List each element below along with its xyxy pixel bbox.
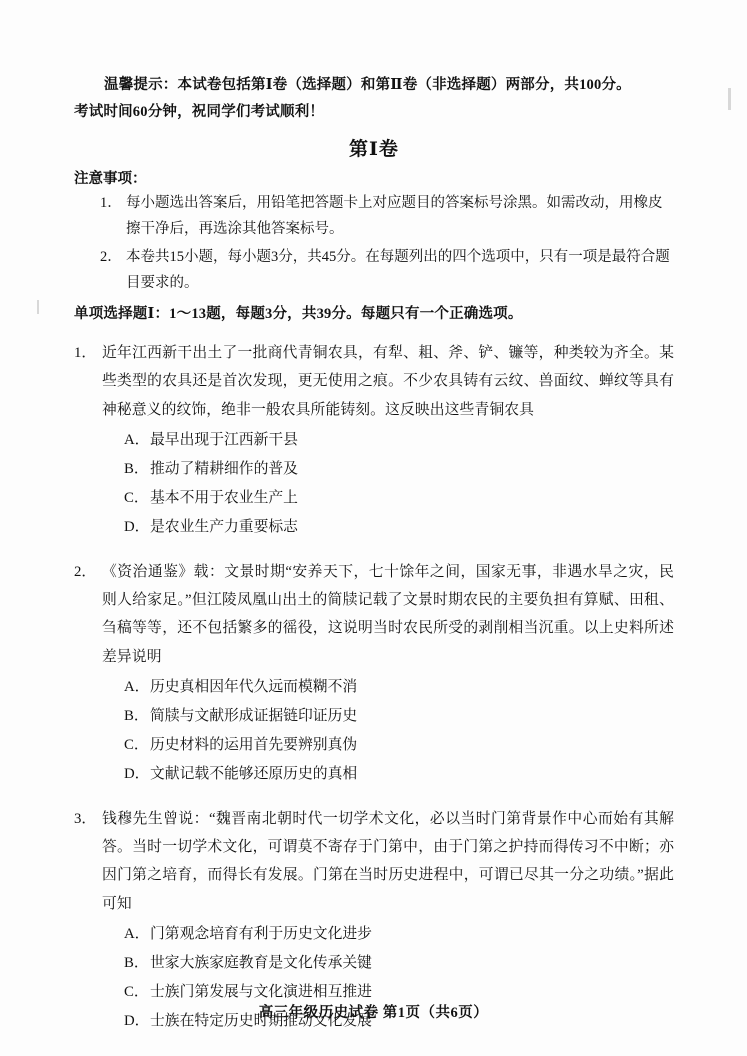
question-1 [74,339,674,542]
option-key: C． [124,489,149,506]
notice-line-1: 温馨提示：本试卷包括第Ⅰ卷（选择题）和第Ⅱ卷（非选择题）两部分，共100分。 [104,77,631,93]
attention-heading: 注意事项： [74,170,147,187]
question-number: 3． [74,810,97,827]
option-key: B． [124,461,149,478]
option-text: 世家大族家庭教育是文化传承关键 [150,955,372,972]
option-c[interactable] [102,731,674,760]
option-text: 最早出现于江西新干县 [150,432,298,449]
attention-text: 本卷共15小题，每小题3分，共45分。在每题列出的四个选项中，只有一项是最符合题目要求的。 [126,248,670,291]
option-d[interactable] [102,760,674,789]
option-text: 门第观念培育有利于历史文化进步 [150,926,372,943]
option-key: C． [124,983,149,1000]
question-2 [74,558,674,789]
option-list [102,673,674,788]
scan-artifact-left [37,300,39,314]
option-key: C． [124,736,149,753]
option-b[interactable] [102,702,674,731]
notice-line-2: 考试时间60分钟，祝同学们考试顺利！ [74,103,325,120]
attention-list [74,190,674,296]
option-key: D． [124,518,150,535]
option-text: 是农业生产力重要标志 [150,518,298,535]
question-stem: 近年江西新干出土了一批商代青铜农具，有犁、耝、斧、铲、镰等，种类较为齐全。某些类型的农具还是首次发现，更无使用之痕。不少农具铸有云纹、兽面纹、蝉纹等具有神秘意义的纹饰，绝非一般农具所能铸刻。这反映出这些青铜农具 [102,345,674,418]
attention-number: 1． [100,194,122,211]
option-d[interactable] [102,513,674,542]
option-key: B． [124,708,149,725]
scan-artifact-right [728,88,731,110]
page-title: 第Ⅰ卷 [349,138,399,160]
option-text: 推动了精耕细作的普及 [150,461,298,478]
option-key: D． [124,1012,150,1029]
option-b[interactable] [102,455,674,484]
section-label: 单项选择题Ⅰ：1～13题，每题3分，共39分。每题只有一个正确选项。 [74,306,523,322]
option-text: 历史材料的运用首先要辨别真伪 [150,736,358,753]
option-c[interactable] [102,484,674,513]
option-text: 历史真相因年代久远而模糊不消 [150,679,358,696]
question-stem: 钱穆先生曾说：“魏晋南北朝时代一切学术文化，必以当时门第背景作中心而始有其解答。当时一切学术文化，可谓莫不寄存于门第中，由于门第之护持而得传习不中断；亦因门第之培育，而得长有发展。门第在当时历史进程中，可谓已尽其一分之功绩。”据此可知 [102,810,674,912]
option-text: 简牍与文献形成证据链印证历史 [150,708,358,725]
option-key: D． [124,765,150,782]
option-key: B． [124,955,149,972]
option-list [102,426,674,541]
option-text: 文献记载不能够还原历史的真相 [150,765,358,782]
option-key: A． [124,679,150,696]
option-a[interactable] [102,426,674,455]
exam-notice [74,72,674,126]
question-stem: 《资治通鉴》载：文景时期“安养天下，七十馀年之间，国家无事，非遇水旱之灾，民则人给家足。”但江陵凤凰山出土的简牍记载了文景时期农民的主要负担有算赋、田租、刍稿等等，还不包括繁多的徭役，这说明当时农民所受的剥削相当沉重。以上史料所述差异说明 [102,563,674,665]
question-body [102,339,674,542]
page-content [74,72,674,1036]
list-item [74,244,674,296]
option-key: A． [124,926,150,943]
list-item [74,190,674,242]
option-b[interactable] [102,949,674,978]
option-a[interactable] [102,673,674,702]
option-a[interactable] [102,920,674,949]
attention-text: 每小题选出答案后，用铅笔把答题卡上对应题目的答案标号涂黑。如需改动，用橡皮擦干净后，再选涂其他答案标号。 [126,194,663,237]
question-number: 2． [74,563,97,580]
page-footer: 高三年级历史试卷 第1页（共6页） [258,1005,489,1021]
attention-number: 2． [100,248,122,265]
question-number: 1． [74,345,97,361]
option-key: A． [124,432,150,449]
option-text: 士族门第发展与文化演进相互推进 [150,983,372,1000]
question-body [102,558,674,789]
option-text: 基本不用于农业生产上 [150,489,298,506]
option-text: 士族在特定历史时期推动文化发展 [150,1012,372,1029]
